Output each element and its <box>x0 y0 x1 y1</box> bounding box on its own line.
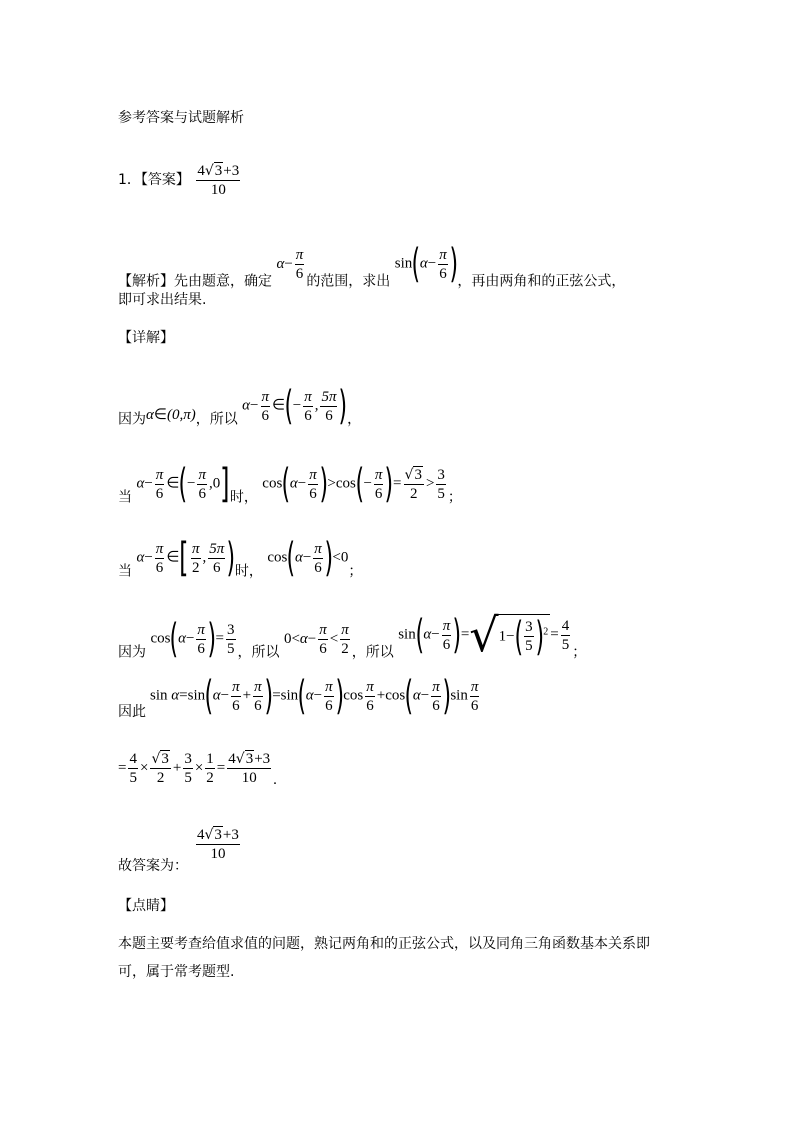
step-3 <box>118 535 363 592</box>
range-expression-3: α− $\frac{\pi}{6}$ ∈[ $\frac{\pi}{2}$ , $\frac{5\pi}{6}$ ) <box>136 535 236 581</box>
step-text: 因此 <box>118 704 146 720</box>
cos-comparison: cos(α− $\frac{\pi}{6}$ )>cos(− $\frac{\pi}{6}$ )= $\frac{√3}{2}$ > $\frac{3}{5}$ <box>262 461 445 507</box>
analysis-text: ，再由两角和的正弦公式， <box>457 273 626 290</box>
comment-text: 本题主要考查给值求值的问题，熟记两角和的正弦公式，以及同角三角函数基本关系即 <box>118 936 650 952</box>
step-2 <box>118 461 462 518</box>
comment-line-1 <box>118 934 650 954</box>
cos-value: cos(α− $\frac{\pi}{6}$ )= $\frac{3}{5}$ <box>150 616 235 662</box>
analysis-text: 的范围，求出 <box>306 273 391 290</box>
step-text: 故答案为： <box>118 858 188 874</box>
analysis-text: 先由题意，确定 <box>174 273 272 290</box>
computation-result: = $\frac{4}{5}$ × $\frac{√3}{2}$ + $\frac{3}{5}$ × $\frac{1}{2}$ = $\frac{4√3+3}{10}$ . <box>118 751 277 788</box>
range-expression-2: α− $\frac{\pi}{6}$ ∈(− $\frac{\pi}{6}$ ,0] <box>136 461 230 507</box>
comment-line-2 <box>118 962 234 982</box>
step-1 <box>118 383 362 440</box>
step-text: 因为 <box>118 411 146 428</box>
step-4 <box>118 608 587 676</box>
alpha-minus-pi6: α− $\frac{\pi}{6}$ <box>276 246 304 282</box>
step-text: 因为 <box>118 644 146 661</box>
detail-label-text: 【详解】 <box>118 330 174 346</box>
detail-label <box>118 328 174 348</box>
inequality-range: 0<α− $\frac{\pi}{6}$ < $\frac{\pi}{2}$ <box>283 621 349 657</box>
step-text: ，所以 <box>195 411 238 428</box>
answer-label: 【答案】 <box>140 172 190 188</box>
sin-alpha-expansion: sin α=sin(α− $\frac{\pi}{6}$ + $\frac{\pi}{6}$ )=sin(α− $\frac{\pi}{6}$ )cos $\frac{\pi}{6}$ +cos(α− $\frac{\pi}{6}$ )sin $\frac{\pi}{6}$ <box>150 673 479 719</box>
step-5 <box>118 702 146 722</box>
comment-text: 可，属于常考题型. <box>118 964 235 980</box>
page-title-text: 参考答案与试题解析 <box>118 110 244 126</box>
step-text: ，所以 <box>351 644 394 661</box>
step-text: ，所以 <box>237 644 280 661</box>
comment-label-text: 【点睛】 <box>118 898 174 914</box>
sin-expression: sin(α− $\frac{\pi}{6}$ ) <box>394 241 458 287</box>
analysis-text: 即可求出结果. <box>118 292 207 308</box>
question-number: 1． <box>118 172 141 188</box>
step-text: 时， <box>229 489 258 506</box>
step-text: 时， <box>234 563 263 580</box>
answer-fraction: $\frac{4√3+3}{10}$ <box>197 163 240 198</box>
step-text: 当 <box>118 489 132 506</box>
analysis-line-2 <box>118 290 206 310</box>
alpha-in-interval: α∈(0,π) <box>146 407 196 424</box>
step-text: ； <box>447 489 462 506</box>
comment-label <box>118 896 174 916</box>
step-text: ， <box>347 411 362 428</box>
sin-value: sin(α− $\frac{\pi}{6}$ )=√1−( $\frac{3}{5}$ )$^2$ = $\frac{4}{5}$ <box>398 608 570 662</box>
step-text: ； <box>348 563 363 580</box>
analysis-label: 【解析】 <box>118 273 174 290</box>
page-title <box>118 108 244 128</box>
cos-negative: cos(α− $\frac{\pi}{6}$ )<0 <box>267 535 349 581</box>
step-text: 当 <box>118 563 132 580</box>
final-answer-fraction: $\frac{4√3+3}{10}$ <box>197 827 239 862</box>
range-expression: α− $\frac{\pi}{6}$ ∈(− $\frac{\pi}{6}$ , $\frac{5\pi}{6}$ ) <box>242 383 348 429</box>
answer-line <box>118 162 242 199</box>
final-answer-line <box>118 856 188 876</box>
step-text: ； <box>572 644 587 661</box>
